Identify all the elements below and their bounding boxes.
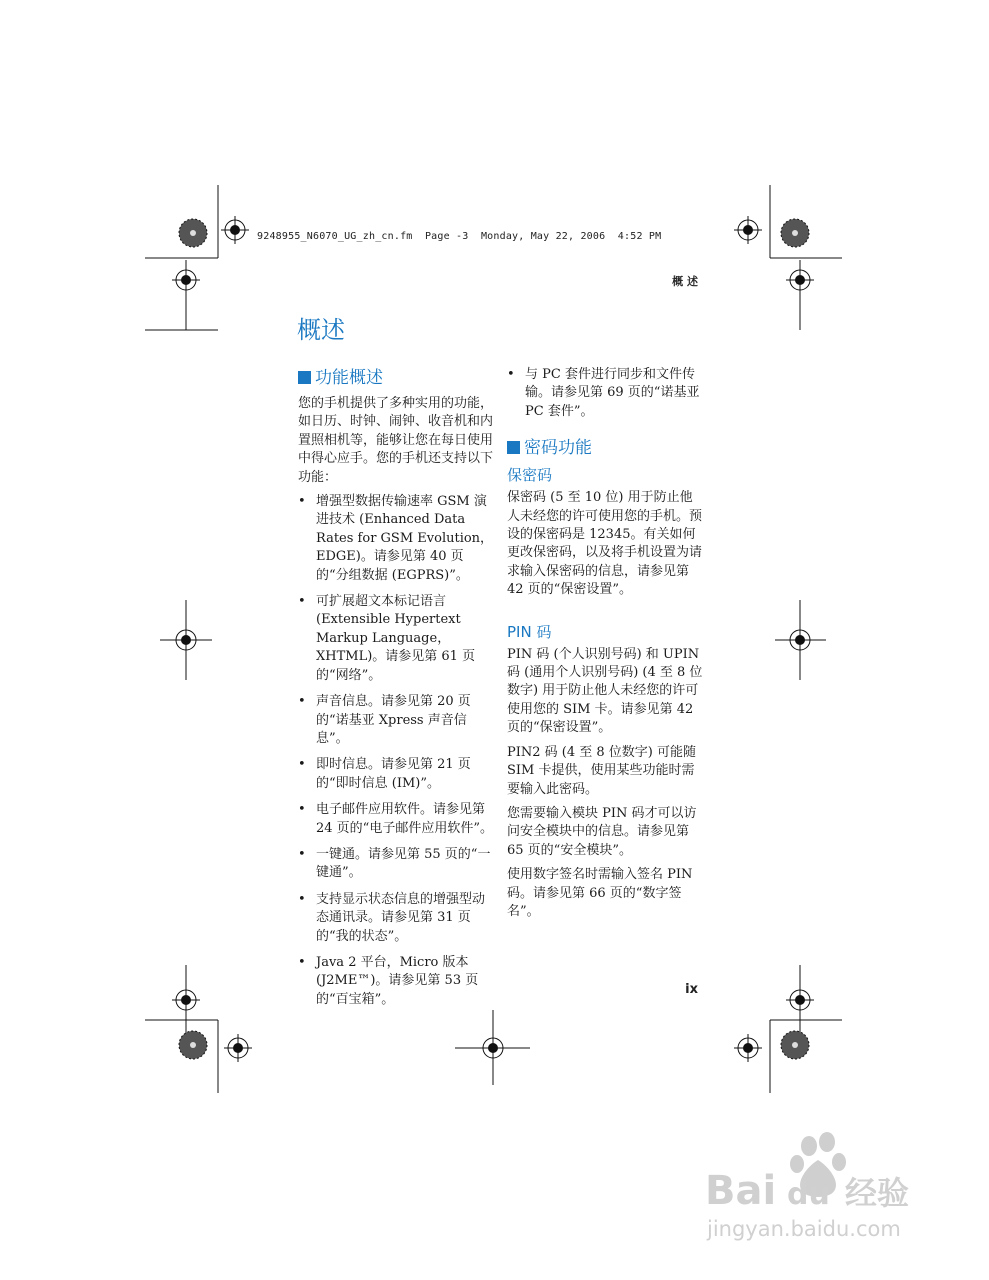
bullet: •: [298, 757, 306, 773]
right-column: [507, 366, 705, 927]
left-column: [298, 367, 496, 1017]
watermark-brand-a: Bai: [705, 1168, 777, 1214]
bullet: •: [298, 594, 306, 610]
bullet: •: [298, 694, 306, 710]
bullet: •: [507, 367, 515, 382]
bullet: •: [298, 802, 306, 818]
list-item: • 与 PC 套件进行同步和文件传输。请参见第 69 页的“诺基亚 PC 套件”。: [507, 367, 700, 419]
section-passcodes-heading: 密码功能: [507, 437, 705, 459]
watermark-brand-b: du: [787, 1177, 830, 1212]
list-item: • 电子邮件应用软件。请参见第 24 页的“电子邮件应用软件”。: [298, 802, 493, 836]
list-item: • 即时信息。请参见第 21 页的“即时信息 (IM)”。: [298, 757, 471, 791]
watermark-url: jingyan.baidu.com: [707, 1217, 901, 1241]
section-square-icon: [298, 371, 311, 384]
bullet: •: [298, 846, 306, 862]
file-info-bar: 9248955_N6070_UG_zh_cn.fm Page -3 Monday, May 22, 2006 4:52 PM: [257, 231, 662, 242]
pin-paragraph: 使用数字签名时需输入签名 PIN 码。请参见第 66 页的“数字签名”。: [507, 867, 693, 919]
watermark-brand-c: 经验: [845, 1174, 910, 1212]
bullet: •: [298, 494, 306, 510]
list-item: • 声音信息。请参见第 20 页的“诺基亚 Xpress 声音信息”。: [298, 694, 471, 746]
list-item: • 支持显示状态信息的增强型动态通讯录。请参见第 31 页的“我的状态”。: [298, 891, 486, 944]
list-item: • 增强型数据传输速率 GSM 演进技术 (Enhanced Data Rates for GSM Evolution，EDGE)。请参见第 40 页的“分组数据 (EGPRS)”。: [298, 494, 494, 583]
security-code-text: 保密码 (5 至 10 位) 用于防止他人未经您的许可使用您的手机。预设的保密码是 12345。有关如何更改保密码，以及将手机设置为请求输入保密码的信息，请参见第 42 页的“保密设置”。: [507, 490, 703, 598]
pin-code-heading: PIN 码: [507, 622, 552, 641]
list-item: • 一键通。请参见第 55 页的“一键通”。: [298, 846, 491, 881]
bullet: •: [298, 954, 306, 970]
baidu-watermark: [705, 1128, 937, 1248]
list-item: • Java 2 平台，Micro 版本 (J2ME™)。请参见第 53 页的“百宝箱”。: [298, 954, 479, 1007]
bullet: •: [298, 891, 306, 907]
feature-list: [298, 493, 496, 1009]
feature-list-continued: [507, 366, 705, 421]
section-square-icon: [507, 441, 520, 454]
page-number: ix: [685, 982, 698, 997]
list-item: • 可扩展超文本标记语言 (Extensible Hypertext Markup Language，XHTML)。请参见第 61 页的“网络”。: [298, 594, 476, 683]
pin-paragraph: 您需要输入模块 PIN 码才可以访问安全模块中的信息。请参见第 65 页的“安全模块”。: [507, 805, 697, 858]
security-code-heading: 保密码: [507, 466, 553, 485]
section-features-heading: 功能概述: [298, 367, 496, 389]
page-title: 概述: [297, 316, 345, 344]
pin-paragraph: PIN2 码 (4 至 8 位数字) 可能随 SIM 卡提供，使用某些功能时需要输入此密码。: [507, 744, 697, 797]
running-header: 概 述: [672, 275, 698, 288]
pin-paragraph: PIN 码 (个人识别号码) 和 UPIN 码 (通用个人识别号码) (4 至 8 位数字) 用于防止他人未经您的许可使用您的 SIM 卡。请参见第 42 页的“保密设置”。: [507, 646, 703, 736]
features-intro: 您的手机提供了多种实用的功能，如日历、时钟、闹钟、收音机和内置照相机等，能够让您在每日使用中得心应手。您的手机还支持以下功能：: [298, 396, 494, 485]
